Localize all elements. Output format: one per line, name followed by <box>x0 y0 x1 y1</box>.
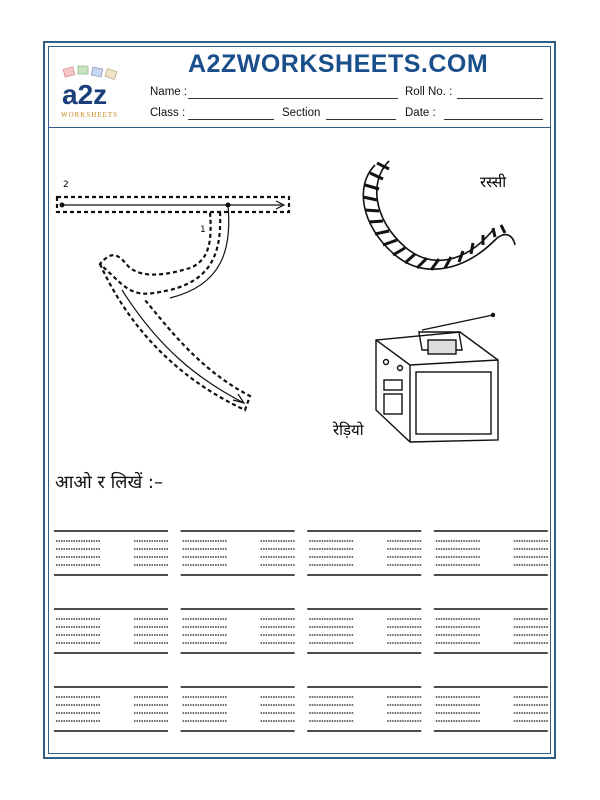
practice-cell[interactable] <box>54 687 168 731</box>
section-field[interactable] <box>326 119 396 120</box>
radio-word: रेड़ियो <box>333 421 364 439</box>
logo-subtext: WORKSHEETS <box>61 111 119 119</box>
logo-icon <box>56 66 134 120</box>
stroke-number-1: 1 <box>200 225 206 235</box>
practice-cell[interactable] <box>307 531 421 575</box>
date-label: Date : <box>405 107 436 119</box>
date-field[interactable] <box>444 119 543 120</box>
practice-cell[interactable] <box>434 687 548 731</box>
practice-cell[interactable] <box>181 687 295 731</box>
radio-picture-icon <box>333 310 500 445</box>
name-label: Name : <box>150 86 188 98</box>
class-field[interactable] <box>188 119 274 120</box>
practice-cell[interactable] <box>181 531 295 575</box>
writing-practice-grid[interactable] <box>54 525 548 725</box>
name-field[interactable] <box>188 98 398 99</box>
roll-field[interactable] <box>457 98 543 99</box>
rope-picture-icon <box>355 155 520 300</box>
practice-cell[interactable] <box>307 687 421 731</box>
practice-cell[interactable] <box>434 609 548 653</box>
stroke-start-point-2 <box>60 203 65 208</box>
practice-cell[interactable] <box>54 531 168 575</box>
logo-text: a2z <box>62 79 108 110</box>
practice-cell[interactable] <box>434 531 548 575</box>
practice-cell[interactable] <box>181 609 295 653</box>
section-label: Section <box>282 107 321 119</box>
site-title: A2ZWORKSHEETS.COM <box>188 50 489 78</box>
stroke-start-point-1 <box>226 203 231 208</box>
header-divider <box>48 127 551 128</box>
stroke-number-2: 2 <box>63 180 69 190</box>
rope-word: रस्सी <box>480 173 507 191</box>
practice-prompt: आओ र लिखें :– <box>55 472 163 493</box>
practice-cell[interactable] <box>54 609 168 653</box>
practice-cell[interactable] <box>307 609 421 653</box>
letter-trace-guide[interactable] <box>50 170 300 420</box>
roll-label: Roll No. : <box>405 86 453 98</box>
class-label: Class : <box>150 107 186 119</box>
